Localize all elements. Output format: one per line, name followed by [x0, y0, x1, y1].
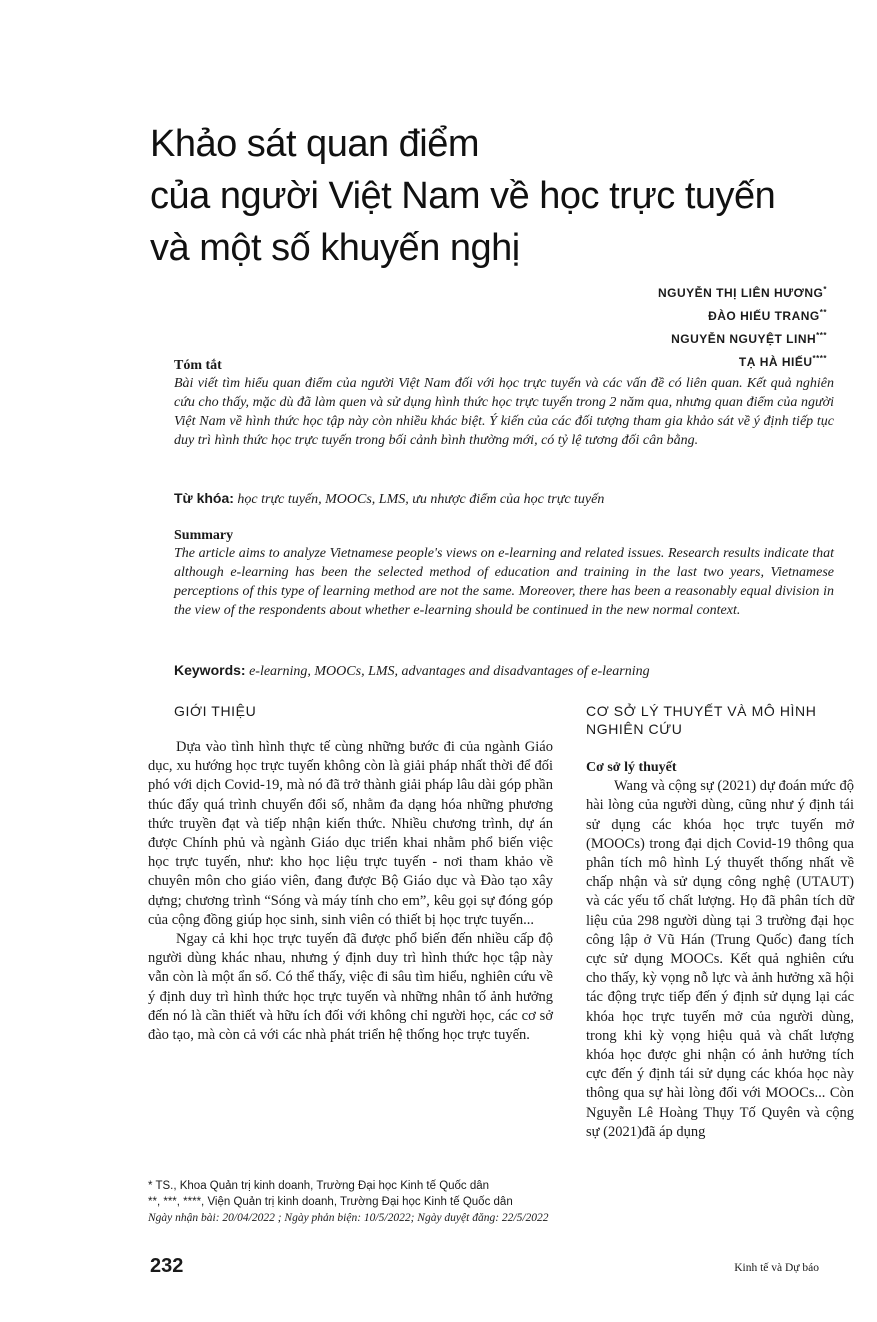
intro-body: [148, 738, 553, 1045]
author: NGUYỄN NGUYỆT LINH***: [671, 331, 827, 346]
article-title: [150, 118, 870, 274]
title-line-2: của người Việt Nam về học trực tuyến: [150, 175, 776, 217]
abstract-vi-heading: Tóm tắt: [174, 358, 222, 373]
footnote-line: **, ***, ****, Viện Quản trị kinh doanh, Trường Đại học Kinh tế Quốc dân: [148, 1196, 513, 1208]
intro-heading: GIỚI THIỆU: [174, 703, 257, 719]
paragraph: Dựa vào tình hình thực tế cùng những bước đi của ngành Giáo dục, xu hướng học trực tuyến không còn là giải pháp nhất thời để đối phó với dịch Covid-19, mà nó đã trở thành giải pháp lâu dài góp phần thúc đẩy quá trình chuyển đổi số, nhằm đa dạng hóa những phương thức truyền đạt và tiếp nhận kiến thức. Nhiều chương trình, dự án được Chính phủ và ngành Giáo dục triển khai nhằm phổ biến việc học trực tuyến, như: kho học liệu trực tuyến - nơi tham khảo về chuyên môn cho giáo viên, đang được Bộ Giáo dục và Đào tạo xây dựng; chương trình “Sóng và máy tính cho em”, kêu gọi sự đóng góp của cộng đồng giúp học sinh, sinh viên có thiết bị học trực tuyến...: [148, 739, 553, 928]
footnotes: [148, 1178, 848, 1226]
theory-heading: CƠ SỞ LÝ THUYẾT VÀ MÔ HÌNH NGHIÊN CỨU: [586, 703, 817, 737]
author: TẠ HÀ HIẾU****: [738, 354, 827, 369]
title-line-1: Khảo sát quan điểm: [150, 123, 480, 165]
paragraph: Ngay cả khi học trực tuyến đã được phổ biến đến nhiều cấp độ người dùng khác nhau, nhưng ý định duy trì hình thức học tập này vẫn còn là một ẩn số. Có thể thấy, việc đi sâu tìm hiểu, nghiên cứu về ý định duy trì hình thức học trực tuyến và những nhân tố ảnh hưởng đến nó là cần thiết và hữu ích đối với không chỉ người học, các cơ sở đào tạo, mà còn cả với các nhà phát triển hệ thống học trực tuyến.: [148, 931, 553, 1044]
footnote-line: * TS., Khoa Quản trị kinh doanh, Trường Đại học Kinh tế Quốc dân: [148, 1180, 490, 1192]
abstract-en-text: The article aims to analyze Vietnamese people's views on e-learning and related issues. Research results indicate that although e-learning has been the selected method of education and training in the last two years, Vietnamese perceptions of this type of learning method are not the same. Moreover, there has been a reasonably equal division in the view of the respondents about whether e-learning should be continued in the new normal context.: [174, 546, 834, 618]
footnote-dates: Ngày nhận bài: 20/04/2022 ; Ngày phản biện: 10/5/2022; Ngày duyệt đăng: 22/5/2022: [148, 1212, 549, 1224]
abstract-en: [174, 528, 834, 620]
author: NGUYỄN THỊ LIÊN HƯƠNG*: [658, 285, 827, 300]
paragraph: Wang và cộng sự (2021) dự đoán mức độ hài lòng của người dùng, cũng như ý định tái sử dụng các khóa học trực tuyến mở (MOOCs) trong đại dịch Covid-19 thông qua phân tích mô hình Lý thuyết thống nhất về chấp nhận và sử dụng công nghệ (UTAUT) và các yếu tố chất lượng. Họ đã phân tích dữ liệu của 298 người dùng tại 3 trường đại học công lập ở Vũ Hán (Trung Quốc) đang tích cực sử dụng MOOCs. Kết quả nghiên cứu cho thấy, kỳ vọng nỗ lực và ảnh hưởng xã hội tác động trực tiếp đến ý định sử dụng lại các khóa học trực tuyến mở của người dùng, trong khi kỳ vọng hiệu quả và chất lượng khóa học được ghi nhận có ảnh hưởng tích cực đến ý định tái sử dụng các khóa học này thông qua sự hài lòng đối với MOOCs... Còn Nguyễn Lê Hoàng Thụy Tố Quyên và cộng sự (2021)đã áp dụng: [586, 778, 854, 1140]
page-number: 232: [150, 1255, 184, 1277]
theory-body: [586, 758, 854, 1142]
abstract-vi: [174, 358, 834, 450]
keywords-vi: Từ khóa: học trực tuyến, MOOCs, LMS, ưu nhược điểm của học trực tuyến: [174, 490, 605, 507]
abstract-en-heading: Summary: [174, 528, 234, 543]
journal-name: Kinh tế và Dự báo: [734, 1262, 819, 1274]
author: ĐÀO HIẾU TRANG**: [708, 308, 827, 323]
keywords-en: Keywords: e-learning, MOOCs, LMS, advantages and disadvantages of e-learning: [174, 662, 650, 679]
theory-subheading: Cơ sở lý thuyết: [586, 760, 677, 775]
title-line-3: và một số khuyến nghị: [150, 227, 520, 269]
abstract-vi-text: Bài viết tìm hiểu quan điểm của người Việt Nam đối với học trực tuyến và các vấn đề có liên quan. Kết quả nghiên cứu cho thấy, mặc dù đã làm quen và sử dụng hình thức học trực tuyến trong 2 năm qua, nhưng quan điểm của người Việt Nam về hình thức học tập này còn nhiều khác biệt. Ý kiến của các đối tượng tham gia khảo sát về ý định tiếp tục duy trì hình thức học trực tuyến trong bối cảnh bình thường mới, có tỷ lệ tương đối cân bằng.: [174, 376, 834, 448]
